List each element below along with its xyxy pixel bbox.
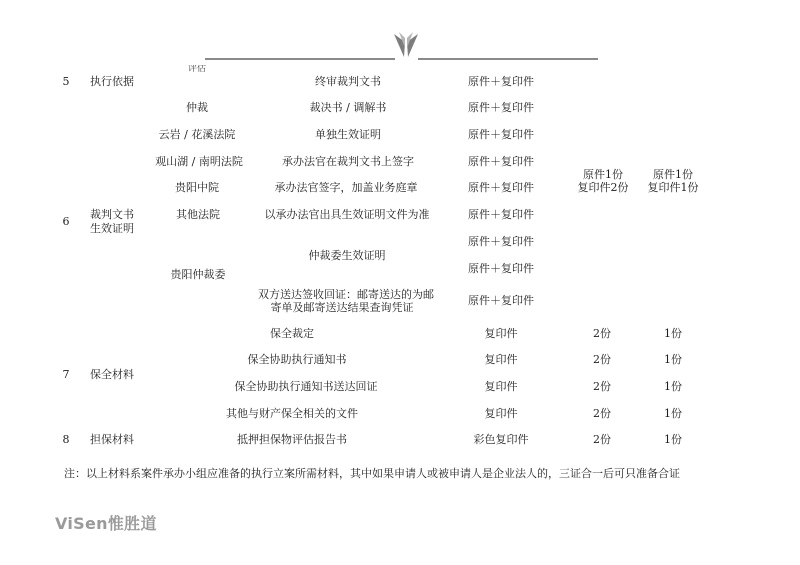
quantity-b: 1份 bbox=[664, 353, 682, 366]
row-number: 7 bbox=[62, 368, 70, 381]
quantity-a: 原件1份 bbox=[583, 168, 623, 181]
document-name: 承办法官签字，加盖业务庭章 bbox=[274, 181, 418, 194]
row-category: 担保材料 bbox=[90, 433, 134, 446]
document-name: 保全协助执行通知书送达回证 bbox=[234, 380, 378, 393]
court-name: 观山湖 / 南明法院 bbox=[155, 155, 243, 168]
quantity-b: 复印件1份 bbox=[647, 181, 699, 194]
document-name: 保全协助执行通知书 bbox=[247, 353, 347, 366]
document-form: 复印件 bbox=[484, 407, 518, 420]
quantity-b: 1份 bbox=[664, 433, 682, 446]
row-number: 6 bbox=[62, 215, 70, 228]
document-form: 原件＋复印件 bbox=[468, 208, 534, 221]
row-number: 8 bbox=[62, 433, 70, 446]
quantity-b: 1份 bbox=[664, 407, 682, 420]
document-form: 原件＋复印件 bbox=[468, 75, 534, 88]
document-name: 承办法官在裁判文书上签字 bbox=[282, 155, 414, 168]
document-form: 复印件 bbox=[484, 380, 518, 393]
court-name: 贵阳仲裁委 bbox=[170, 268, 226, 281]
clipped-header-text: 评估 bbox=[188, 65, 207, 73]
court-name: 贵阳中院 bbox=[175, 181, 219, 194]
document-form: 原件＋复印件 bbox=[468, 235, 534, 248]
quantity-b: 原件1份 bbox=[653, 168, 693, 181]
document-name: 以承办法官出具生效证明文件为准 bbox=[264, 208, 430, 221]
document-name: 保全裁定 bbox=[270, 327, 314, 340]
footnote: 注：以上材料系案件承办小组应准备的执行立案所需材料，其中如果申请人或被申请人是企业法人的，三证合一后可只准备合证 bbox=[64, 467, 680, 480]
court-name: 仲裁 bbox=[186, 101, 208, 114]
header-rule-right bbox=[418, 58, 598, 60]
document-name: 终审裁判文书 bbox=[315, 75, 381, 88]
quantity-a: 2份 bbox=[593, 407, 611, 420]
wings-logo-icon bbox=[391, 30, 421, 60]
quantity-a: 2份 bbox=[593, 327, 611, 340]
document-form: 原件＋复印件 bbox=[468, 128, 534, 141]
document-name: 仲裁委生效证明 bbox=[308, 249, 386, 262]
row-category: 生效证明 bbox=[90, 222, 134, 235]
court-name: 云岩 / 花溪法院 bbox=[158, 128, 236, 141]
document-name: 裁决书 / 调解书 bbox=[309, 101, 387, 114]
document-form: 彩色复印件 bbox=[473, 433, 529, 446]
document-name: 抵押担保物评估报告书 bbox=[237, 433, 347, 446]
document-form: 原件＋复印件 bbox=[468, 262, 534, 275]
document-name: 寄单及邮寄送达结果查询凭证 bbox=[270, 301, 414, 314]
quantity-a: 2份 bbox=[593, 353, 611, 366]
court-name: 其他法院 bbox=[176, 208, 220, 221]
quantity-b: 1份 bbox=[664, 327, 682, 340]
document-form: 原件＋复印件 bbox=[468, 101, 534, 114]
row-category: 保全材料 bbox=[90, 368, 134, 381]
document-form: 复印件 bbox=[484, 353, 518, 366]
brand-logo-text: ViSen惟胜道 bbox=[55, 514, 157, 533]
document-form: 原件＋复印件 bbox=[468, 294, 534, 307]
document-form: 原件＋复印件 bbox=[468, 155, 534, 168]
quantity-a: 2份 bbox=[593, 380, 611, 393]
header-rule-left bbox=[205, 58, 395, 60]
row-number: 5 bbox=[62, 75, 70, 88]
quantity-a: 2份 bbox=[593, 433, 611, 446]
quantity-b: 1份 bbox=[664, 380, 682, 393]
document-form: 复印件 bbox=[484, 327, 518, 340]
document-name: 其他与财产保全相关的文件 bbox=[226, 407, 358, 420]
row-category: 裁判文书 bbox=[90, 208, 134, 221]
document-form: 原件＋复印件 bbox=[468, 181, 534, 194]
row-category: 执行依据 bbox=[90, 75, 134, 88]
quantity-a: 复印件2份 bbox=[577, 181, 629, 194]
document-name: 双方送达签收回证：邮寄送达的为邮 bbox=[258, 288, 434, 301]
document-name: 单独生效证明 bbox=[315, 128, 381, 141]
